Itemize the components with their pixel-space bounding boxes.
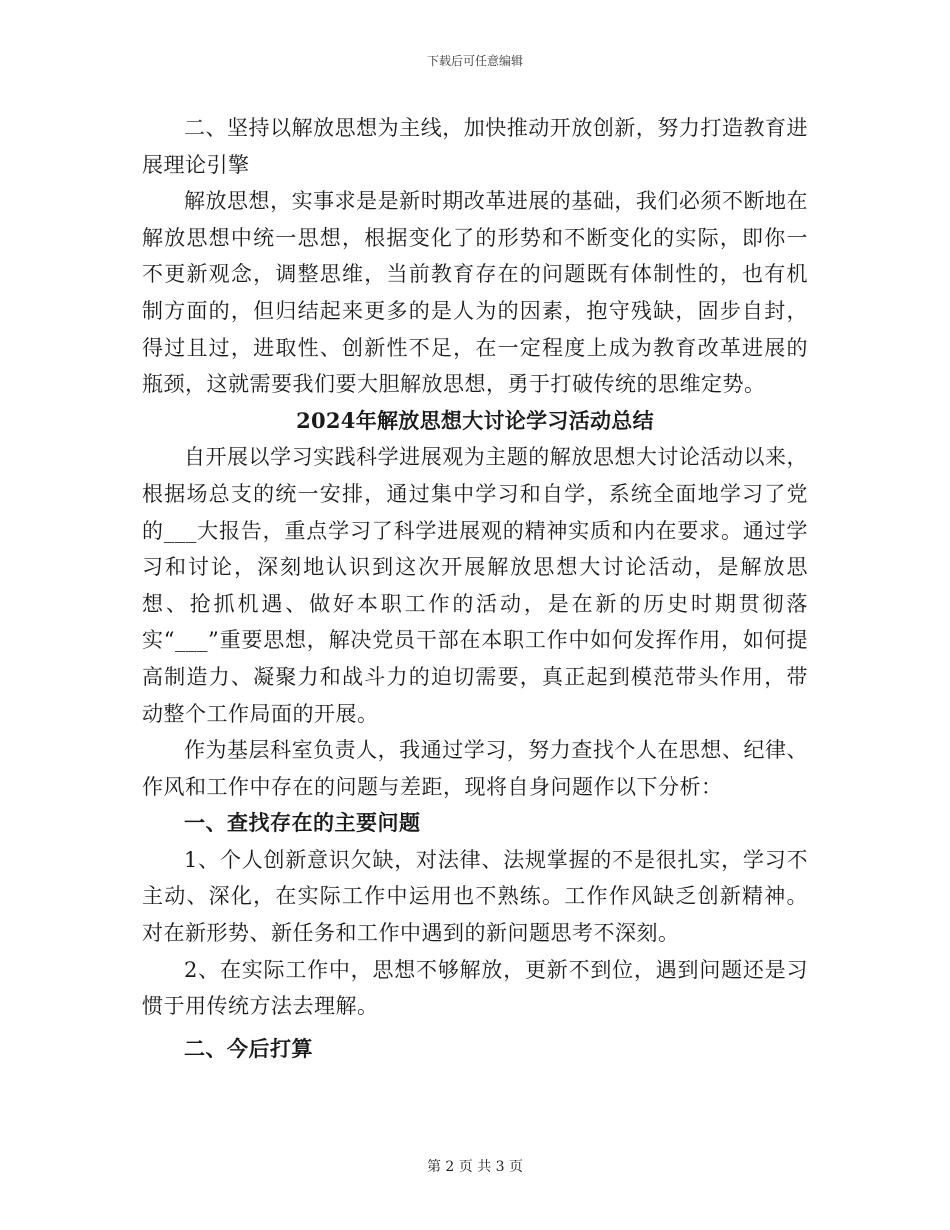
- article-title: 2024年解放思想大讨论学习活动总结: [296, 407, 654, 433]
- section-body-prev: 解放思想，实事求是是新时期改革进展的基础，我们必须不断地在解放思想中统一思想，根据变化了的形势和不断变化的实际，即你一不更新观念，调整思维，当前教育存在的问题既有体制性的，也有机制方面的，但归结起来更多的是人为的因素，抱守残缺，固步自封，得过且过，进取性、创新性不足，在一定程度上成为教育改革进展的瓶颈，这就需要我们要大胆解放思想，勇于打破传统的思维定势。: [142, 189, 808, 397]
- section2-heading: 二、今后打算: [184, 1035, 313, 1061]
- document-body: [142, 110, 808, 1067]
- section1-item-2: 2、在实际工作中，思想不够解放，更新不到位，遇到问题还是习惯于用传统方法去理解。: [142, 957, 808, 1019]
- page-header-note: 下载后可任意编辑: [426, 54, 523, 68]
- page-number: 第 2 页 共 3 页: [426, 1159, 524, 1175]
- article-paragraph-2: 作为基层科室负责人，我通过学习，努力查找个人在思想、纪律、作风和工作中存在的问题与差距，现将自身问题作以下分析：: [142, 738, 808, 799]
- article-paragraph-1: 自开展以学习实践科学进展观为主题的解放思想大讨论活动以来，根据场总支的统一安排，通过集中学习和自学，系统全面地学习了党的___大报告，重点学习了科学进展观的精神实质和内在要求。通过学习和讨论，深刻地认识到这次开展解放思想大讨论活动，是解放思想、抢抓机遇、做好本职工作的活动，是在新的历史时期贯彻落实“___”重要思想，解决党员干部在本职工作中如何发挥作用，如何提高制造力、凝聚力和战斗力的迫切需要，真正起到模范带头作用，带动整个工作局面的开展。: [142, 445, 808, 726]
- section1-heading: 一、查找存在的主要问题: [184, 810, 421, 836]
- section1-item-1: 1、个人创新意识欠缺，对法律、法规掌握的不是很扎实，学习不主动、深化，在实际工作中运用也不熟练。工作作风缺乏创新精神。对在新形势、新任务和工作中遇到的新问题思考不深刻。: [142, 847, 808, 946]
- section-heading-prev: 二、坚持以解放思想为主线，加快推动开放创新，努力打造教育进展理论引擎: [142, 116, 808, 177]
